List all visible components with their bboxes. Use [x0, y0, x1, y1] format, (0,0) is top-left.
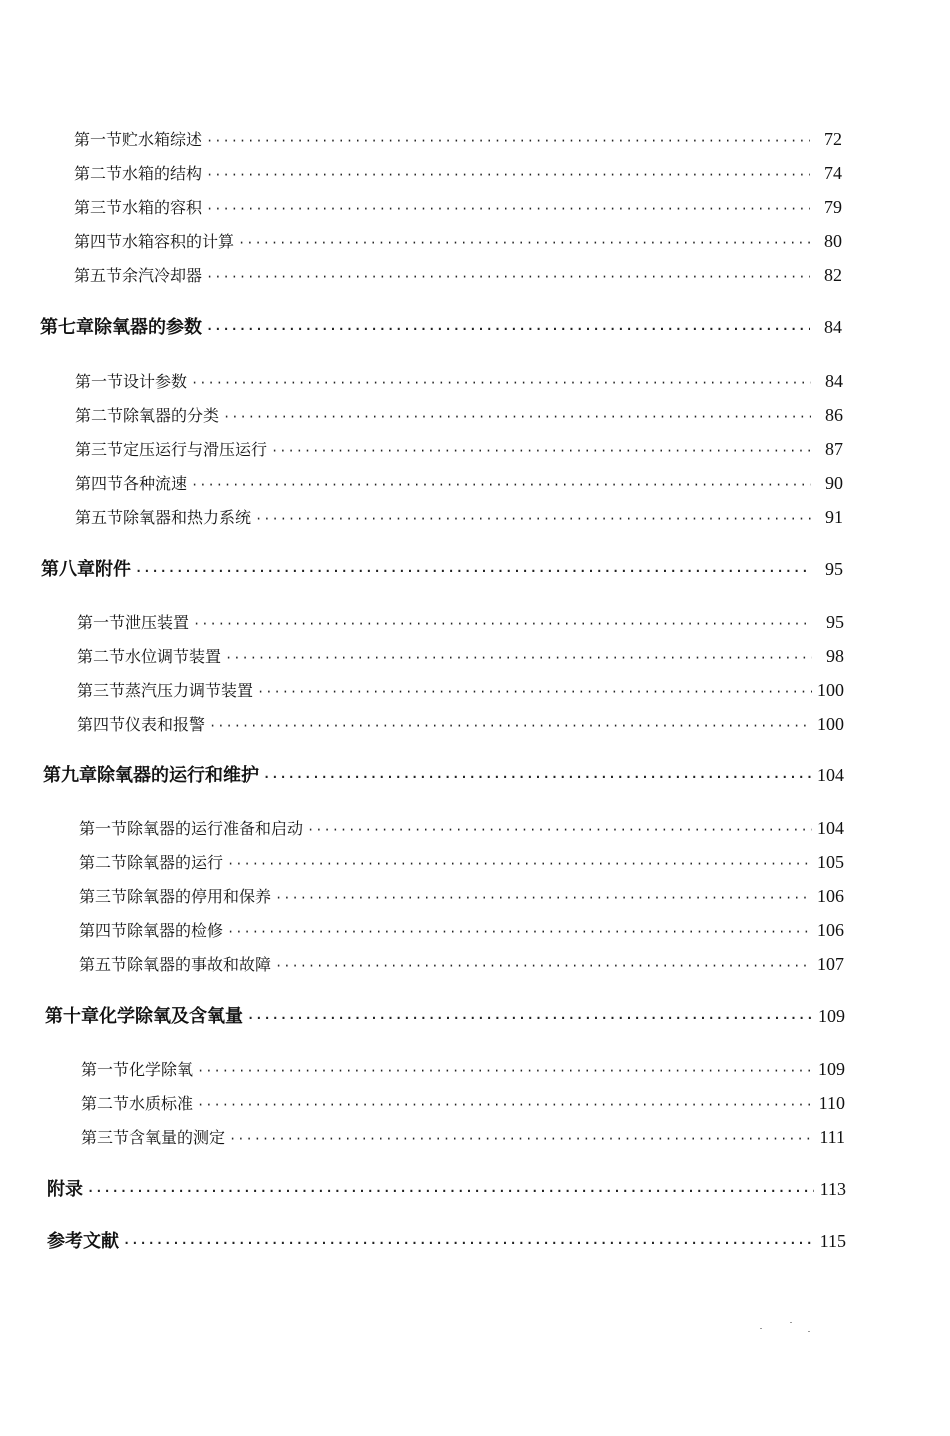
- dot-leader: [206, 271, 810, 283]
- chapter-number: 第八章: [41, 559, 95, 580]
- section-number: 第二节: [77, 647, 126, 666]
- section-title: 各种流速: [123, 474, 188, 493]
- toc-section-row: [81, 1125, 845, 1145]
- page-number: 107: [817, 954, 844, 974]
- section-title: 含氧量的测定: [129, 1128, 226, 1147]
- section-number: 第五节: [75, 508, 124, 527]
- section-number: 第四节: [75, 474, 124, 493]
- dot-leader: [247, 1012, 813, 1024]
- page-number: 84: [825, 371, 843, 391]
- toc-chapter-row: [40, 313, 842, 337]
- section-title: 除氧器的分类: [123, 406, 220, 425]
- dot-leader: [238, 237, 810, 249]
- dot-leader: [257, 686, 812, 698]
- page-number: 84: [824, 317, 842, 337]
- scan-speck: [808, 1331, 810, 1332]
- section-number: 第五节: [79, 955, 128, 974]
- section-number: 第三节: [77, 681, 126, 700]
- toc-references-row: [47, 1227, 846, 1251]
- toc-section-row: [75, 505, 843, 525]
- toc-section-row: [77, 712, 844, 732]
- section-title: 蒸汽压力调节装置: [125, 681, 254, 700]
- dot-leader: [135, 565, 811, 577]
- dot-leader: [193, 618, 812, 630]
- section-title: 化学除氧: [129, 1060, 194, 1079]
- section-number: 第三节: [74, 198, 123, 217]
- page-number: 109: [818, 1059, 845, 1079]
- section-title: 定压运行与滑压运行: [123, 440, 268, 459]
- page-number: 104: [817, 818, 844, 838]
- dot-leader: [223, 411, 811, 423]
- chapter-title: 除氧器的运行和维护: [97, 765, 259, 786]
- section-title: 仪表和报警: [125, 715, 206, 734]
- toc-section-row: [77, 644, 844, 664]
- toc-section-row: [77, 678, 844, 698]
- scan-speck: [790, 1322, 792, 1323]
- dot-leader: [191, 377, 811, 389]
- page-number: 98: [826, 646, 844, 666]
- section-number: 第三节: [79, 887, 128, 906]
- section-title: 贮水箱综述: [122, 130, 203, 149]
- page-number: 82: [824, 265, 842, 285]
- toc-section-row: [79, 850, 844, 870]
- section-title: 水箱的结构: [122, 164, 203, 183]
- toc-section-row: [79, 952, 844, 972]
- page-number: 95: [826, 612, 844, 632]
- page-number: 91: [825, 507, 843, 527]
- page-number: 109: [818, 1006, 845, 1026]
- appendix-title: 附录: [47, 1179, 83, 1200]
- chapter-title: 化学除氧及含氧量: [99, 1006, 243, 1027]
- page-number: 106: [817, 886, 844, 906]
- section-number: 第二节: [74, 164, 123, 183]
- dot-leader: [263, 771, 812, 783]
- section-number: 第三节: [81, 1128, 130, 1147]
- page-number: 104: [817, 765, 844, 785]
- page-number: 80: [824, 231, 842, 251]
- dot-leader: [229, 1133, 813, 1145]
- section-number: 第四节: [77, 715, 126, 734]
- section-number: 第二节: [79, 853, 128, 872]
- toc-chapter-row: [45, 1002, 845, 1026]
- section-title: 除氧器的事故和故障: [127, 955, 272, 974]
- toc-chapter-row: [41, 555, 843, 579]
- toc-section-row: [75, 471, 843, 491]
- chapter-title: 附件: [95, 559, 131, 580]
- section-number: 第一节: [79, 819, 128, 838]
- dot-leader: [271, 445, 811, 457]
- chapter-number: 第七章: [40, 317, 94, 338]
- section-number: 第一节: [81, 1060, 130, 1079]
- dot-leader: [255, 513, 811, 525]
- dot-leader: [206, 203, 810, 215]
- dot-leader: [225, 652, 812, 664]
- section-number: 第四节: [79, 921, 128, 940]
- dot-leader: [209, 720, 812, 732]
- toc-section-row: [75, 369, 843, 389]
- toc-section-row: [81, 1057, 845, 1077]
- dot-leader: [227, 926, 812, 938]
- toc-section-row: [79, 918, 844, 938]
- section-title: 余汽冷却器: [122, 266, 203, 285]
- dot-leader: [275, 960, 812, 972]
- section-title: 水箱容积的计算: [122, 232, 235, 251]
- dot-leader: [206, 323, 810, 335]
- page-number: 74: [824, 163, 842, 183]
- section-number: 第二节: [75, 406, 124, 425]
- page-number: 115: [819, 1231, 846, 1251]
- page-number: 95: [825, 559, 843, 579]
- page-number: 79: [824, 197, 842, 217]
- toc-section-row: [74, 127, 842, 147]
- references-title: 参考文献: [47, 1231, 119, 1252]
- dot-leader: [87, 1185, 814, 1197]
- dot-leader: [206, 135, 810, 147]
- page-number: 110: [818, 1093, 845, 1113]
- section-title: 除氧器的检修: [127, 921, 224, 940]
- dot-leader: [206, 169, 810, 181]
- section-title: 泄压装置: [125, 613, 190, 632]
- section-number: 第二节: [81, 1094, 130, 1113]
- section-title: 除氧器的运行: [127, 853, 224, 872]
- dot-leader: [123, 1237, 814, 1249]
- section-title: 水质标准: [129, 1094, 194, 1113]
- dot-leader: [227, 858, 812, 870]
- toc-section-row: [77, 610, 844, 630]
- section-number: 第一节: [75, 372, 124, 391]
- toc-section-row: [81, 1091, 845, 1111]
- section-title: 除氧器的运行准备和启动: [127, 819, 304, 838]
- toc-section-row: [74, 161, 842, 181]
- page-number: 100: [817, 680, 844, 700]
- page-number: 86: [825, 405, 843, 425]
- chapter-number: 第十章: [45, 1006, 99, 1027]
- page-number: 105: [817, 852, 844, 872]
- section-number: 第一节: [74, 130, 123, 149]
- section-number: 第一节: [77, 613, 126, 632]
- section-number: 第五节: [74, 266, 123, 285]
- dot-leader: [191, 479, 811, 491]
- page-number: 106: [817, 920, 844, 940]
- toc-section-row: [75, 437, 843, 457]
- page-number: 72: [824, 129, 842, 149]
- page-number: 90: [825, 473, 843, 493]
- section-title: 设计参数: [123, 372, 188, 391]
- page-number: 111: [819, 1127, 845, 1147]
- toc-chapter-row: [43, 761, 844, 785]
- toc-section-row: [79, 816, 844, 836]
- chapter-title: 除氧器的参数: [94, 317, 202, 338]
- toc-appendix-row: [47, 1175, 846, 1199]
- section-number: 第四节: [74, 232, 123, 251]
- dot-leader: [197, 1099, 813, 1111]
- scan-speck: [760, 1328, 762, 1329]
- page-number: 113: [819, 1179, 846, 1199]
- toc-section-row: [75, 403, 843, 423]
- section-title: 除氧器的停用和保养: [127, 887, 272, 906]
- dot-leader: [275, 892, 812, 904]
- toc-section-row: [79, 884, 844, 904]
- dot-leader: [307, 824, 812, 836]
- dot-leader: [197, 1065, 813, 1077]
- section-title: 除氧器和热力系统: [123, 508, 252, 527]
- chapter-number: 第九章: [43, 765, 97, 786]
- section-number: 第三节: [75, 440, 124, 459]
- toc-section-row: [74, 195, 842, 215]
- toc-section-row: [74, 229, 842, 249]
- page-number: 100: [817, 714, 844, 734]
- section-title: 水位调节装置: [125, 647, 222, 666]
- toc-section-row: [74, 263, 842, 283]
- page-number: 87: [825, 439, 843, 459]
- section-title: 水箱的容积: [122, 198, 203, 217]
